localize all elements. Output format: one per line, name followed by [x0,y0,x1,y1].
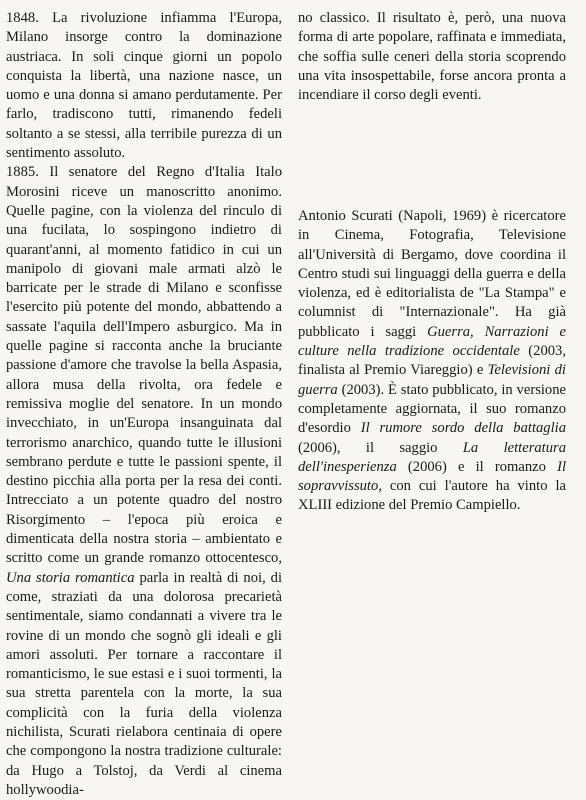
bio-title-italic: Il rumore sordo della battaglia [360,420,566,437]
author-bio-paragraph [298,207,566,516]
bio-title-italic: La letteratura dell'inesperienza [298,439,566,475]
bio-text: , con cui l'autore ha vinto la XLIII edizione del Premio Campiello. [298,478,566,514]
bio-text: Antonio Scurati (Napoli, 1969) è ricercatore in Cinema, Fotografia, Televisione all'Università di Bergamo, dove coordina il Centro studi sui linguaggi della guerra e della violenza, ed è editorialista de "La Stampa" e columnist di "Internazionale". Ha già pubblicato i saggi [298,208,566,340]
bio-text: (2006), il saggio [298,439,463,456]
synopsis-text: 1885. Il senatore del Regno d'Italia Italo Morosini riceve un manoscritto anonimo. Quelle pagine, con la violenza del rinculo di una fucilata, lo sospingono indietro di quarant'anni, al momento fatidico in cui un manipolo di giovani male armati alzò le barricate per le strade di Milano e sconfisse l'esercito più potente del mondo, abbattendo a sassate l'aquila dell'Impero asburgico. Ma in quelle pagine si racconta anche la bruciante passione d'amore che travolse la bella Aspasia, allora musa della rivolta, ora fedele e remissiva moglie del senatore. In un mondo invecchiato, in un'Europa insanguinata dal terrorismo anarchico, quando tutte le illusioni sembrano perdute e tutte le passioni spente, il destino picchia alla porta per la resa dei conti. Intrecciato a un potente quadro del nostro Risorgimento – l'epoca più eroica e dimenticata della nostra storia – ambientato e scritto come un grande romanzo ottocentesco, [6,164,282,567]
book-title-italic: Una storia romantica [6,569,135,586]
bio-title-italic: Guerra, Narrazioni e culture nella tradizione occidentale [298,323,566,360]
synopsis-paragraph-1885 [6,163,282,800]
synopsis-paragraph-1848: 1848. La rivoluzione infiamma l'Europa, Milano insorge contro la dominazione austriaca. In soli cinque giorni un popolo conquista la libertà, una nazione nasce, un uomo e una donna si amano perdutamente. Per farlo, tradiscono tutti, rimanendo fedeli soltanto a se stessi, alla terribile purezza di un sentimento assoluto. [6,10,282,162]
synopsis-continuation: no classico. Il risultato è, però, una nuova forma di arte popolare, raffinata e immediata, che soffia sulle ceneri della storia scoprendo una vita insospettabile, forse ancora pronta a incendiare il corso degli eventi. [298,10,566,104]
bio-text: (2006) e il romanzo [396,458,558,475]
author-bio [298,207,566,516]
synopsis-right-column [298,9,566,105]
synopsis-left-column [6,9,282,800]
bio-text: (2003, finalista al Premio Viareggio) e [298,343,566,379]
bio-title-italic: Televisioni di guerra [298,362,566,398]
bio-text: (2003). È stato pubblicato, in versione completamente aggiornata, il suo romanzo d'esordio [298,381,566,437]
synopsis-text: parla in realtà di noi, di come, straziati da una dolorosa precarietà sentimentale, siamo condannati a vivere tra le rovine di un mondo che sognò gli ideali e gli amori assoluti. Per tornare a raccontare il romanticismo, le sue estasi e i suoi tormenti, la sua stretta parentela con la morte, la sua complicità con la furia della violenza nichilista, Scurati rielabora centinaia di opere che compongono la nostra tradizione culturale: da Hugo a Tolstoj, da Verdi al cinema hollywoodia- [6,569,283,798]
bio-title-italic: Il sopravvissuto [298,458,566,495]
